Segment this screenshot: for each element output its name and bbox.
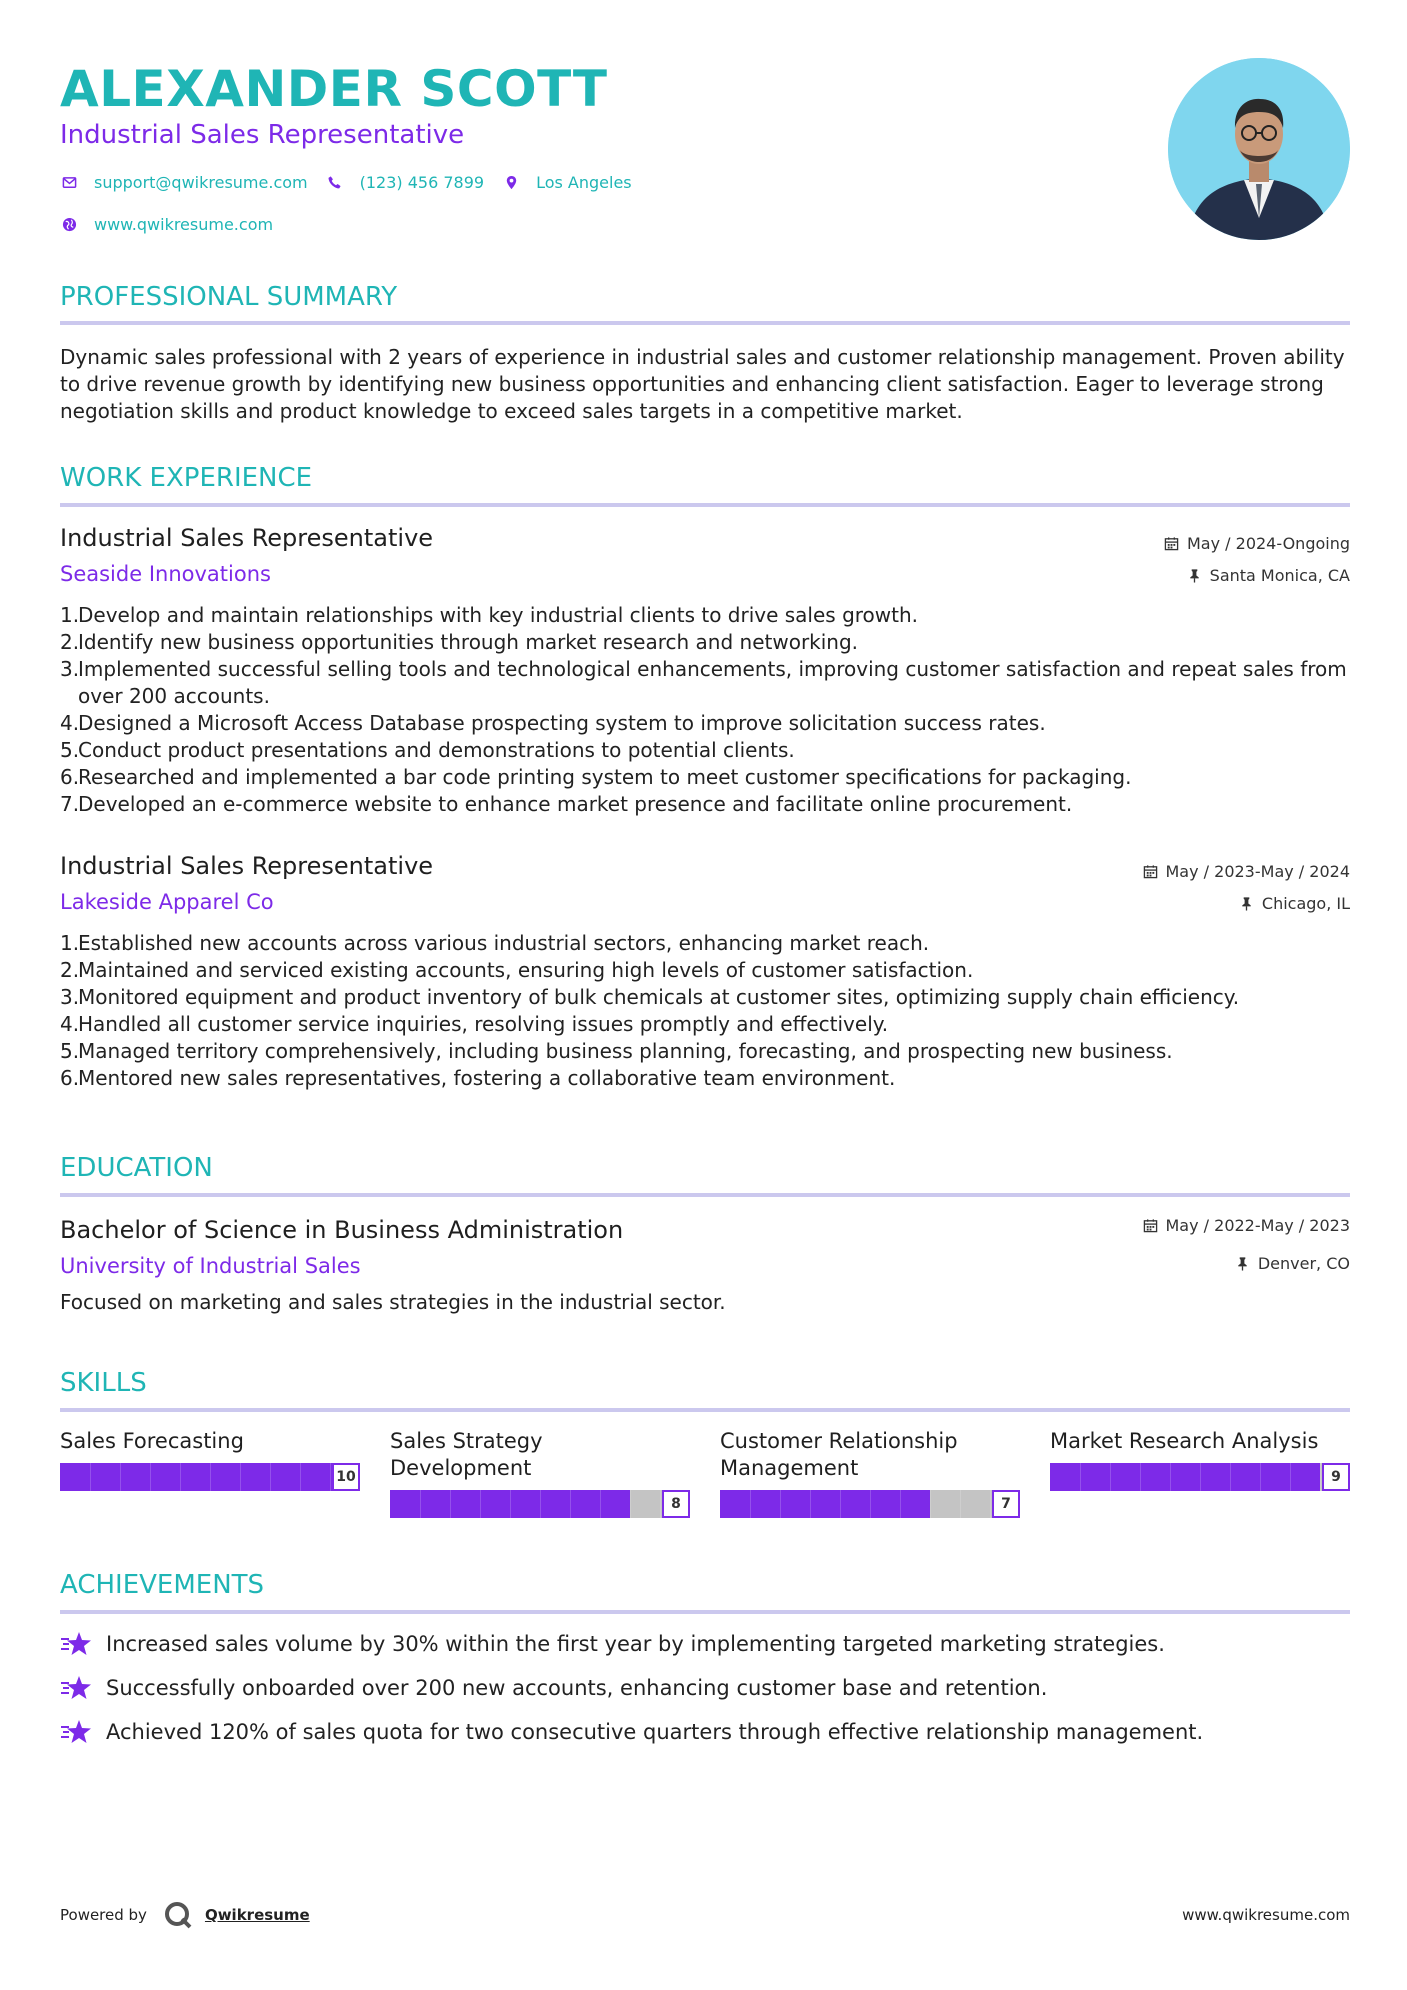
job-dates (1143, 862, 1351, 881)
skill-bar-segment (1110, 1463, 1111, 1491)
list-item: 7. Developed an e-commerce website to enhance market presence and facilitate online procurement. (60, 792, 1073, 816)
list-item: 1. Established new accounts across various industrial sectors, enhancing market reach. (60, 931, 930, 955)
calendar-icon (1164, 536, 1179, 551)
pushpin-icon (1239, 896, 1254, 911)
skill-bar-segment (90, 1463, 91, 1491)
skill-bar-segment (450, 1490, 451, 1518)
section-divider (60, 1193, 1350, 1197)
skill-bar-segment (1080, 1463, 1081, 1491)
skill-score: 10 (332, 1463, 360, 1491)
section-divider (60, 321, 1350, 325)
location-text: Los Angeles (536, 173, 632, 192)
envelope-icon (60, 174, 78, 192)
skill-name: Market Research Analysis (1050, 1429, 1319, 1453)
list-item: 1. Develop and maintain relationships with key industrial clients to drive sales growth. (60, 603, 919, 627)
skill-item (720, 1428, 1020, 1518)
skill-bar-segment (1290, 1463, 1291, 1491)
skill-bar-segment (840, 1490, 841, 1518)
skill-bar-segment (750, 1490, 751, 1518)
skill-item (1050, 1428, 1350, 1491)
job-bullets (60, 930, 1368, 1092)
skill-bar-segment (1320, 1463, 1321, 1491)
education-description: Focused on marketing and sales strategies in the industrial sector. (60, 1290, 726, 1314)
job-title: Industrial Sales Representative (60, 524, 434, 552)
candidate-name: ALEXANDER SCOTT (60, 60, 608, 118)
phone-number[interactable]: (123) 456 7899 (359, 173, 485, 192)
section-divider (60, 503, 1350, 507)
skill-item (390, 1428, 690, 1518)
skill-bar-segment (180, 1463, 181, 1491)
experience-heading: WORK EXPERIENCE (60, 463, 313, 493)
education-dates (1143, 1216, 1351, 1235)
skill-score: 7 (992, 1490, 1020, 1518)
job-location (1187, 566, 1350, 585)
list-item: 4. Handled all customer service inquiries, resolving issues promptly and effectively. (60, 1012, 889, 1036)
powered-by-label: Powered by (60, 1906, 147, 1924)
section-divider (60, 1408, 1350, 1412)
education-dates-text: May / 2022-May / 2023 (1165, 1216, 1350, 1235)
degree-title: Bachelor of Science in Business Administration (60, 1216, 624, 1244)
phone-icon (326, 174, 344, 192)
skill-bar-segment (300, 1463, 301, 1491)
list-item: 2. Maintained and serviced existing accounts, ensuring high levels of customer satisfaction. (60, 958, 974, 982)
job-title: Industrial Sales Representative (60, 852, 434, 880)
achievement-text: Achieved 120% of sales quota for two consecutive quarters through effective relationship management. (106, 1720, 1204, 1744)
list-item: 6. Researched and implemented a bar code printing system to meet customer specifications for packaging. (60, 765, 1132, 789)
skill-bar-segment (960, 1490, 961, 1518)
profile-photo (1168, 58, 1350, 240)
skill-bar-segment (570, 1490, 571, 1518)
star-icon (60, 1718, 92, 1746)
skill-item (60, 1428, 360, 1491)
school-name: University of Industrial Sales (60, 1254, 361, 1278)
skills-heading: SKILLS (60, 1368, 147, 1398)
star-icon (60, 1630, 92, 1658)
skill-score: 8 (662, 1490, 690, 1518)
brand-link[interactable]: Qwikresume (204, 1906, 310, 1924)
list-item: 6. Mentored new sales representatives, fostering a collaborative team environment. (60, 1066, 896, 1090)
skill-bar-segment (1200, 1463, 1201, 1491)
skill-bar-segment (660, 1490, 661, 1518)
job-location-text: Chicago, IL (1261, 894, 1350, 913)
education-location-text: Denver, CO (1257, 1254, 1350, 1273)
education-heading: EDUCATION (60, 1153, 213, 1183)
skill-bar-segment (1230, 1463, 1231, 1491)
list-item: 2. Identify new business opportunities through market research and networking. (60, 630, 859, 654)
list-item: 3. Monitored equipment and product inventory of bulk chemicals at customer sites, optimizing supply chain efficiency. (60, 985, 1240, 1009)
list-item: 5. Managed territory comprehensively, including business planning, forecasting, and prospecting new business. (60, 1039, 1173, 1063)
skill-bar-segment (780, 1490, 781, 1518)
achievement-item (60, 1630, 1165, 1658)
skill-bar-segment (600, 1490, 601, 1518)
map-pin-icon (502, 174, 520, 192)
job-dates-text: May / 2023-May / 2024 (1165, 862, 1350, 881)
skill-bar (60, 1463, 360, 1491)
skill-bar-segment (1140, 1463, 1141, 1491)
pushpin-icon (1187, 568, 1202, 583)
pushpin-icon (1235, 1256, 1250, 1271)
job-location (1239, 894, 1350, 913)
skill-bar-segment (270, 1463, 271, 1491)
achievement-item (60, 1674, 1047, 1702)
candidate-role: Industrial Sales Representative (60, 120, 465, 150)
skill-name: Sales Forecasting (60, 1429, 244, 1453)
skill-bar-segment (630, 1490, 631, 1518)
skill-bar-segment (1170, 1463, 1171, 1491)
job-location-text: Santa Monica, CA (1209, 566, 1350, 585)
skill-score: 9 (1322, 1463, 1350, 1491)
list-item: 3. Implemented successful selling tools and technological enhancements, improving customer satisfaction and repeat sales from over 200 accounts. (60, 657, 1347, 708)
skill-bar-segment (540, 1490, 541, 1518)
summary-text: Dynamic sales professional with 2 years of experience in industrial sales and customer relationship management. Proven ability to drive revenue growth by identifying new business opportunities and enhancing client satisfaction. Eager to leverage strong negotiation skills and product knowledge to exceed sales targets in a competitive market. (60, 345, 1345, 423)
email-link[interactable]: support@qwikresume.com (94, 173, 308, 192)
skill-bar-segment (1260, 1463, 1261, 1491)
skill-bar (390, 1490, 690, 1518)
skill-bar-fill (1050, 1463, 1320, 1491)
skill-bar-segment (420, 1490, 421, 1518)
calendar-icon (1143, 864, 1158, 879)
skill-bar-segment (240, 1463, 241, 1491)
company-name: Seaside Innovations (60, 562, 271, 586)
skill-bar-segment (990, 1490, 991, 1518)
achievements-heading: ACHIEVEMENTS (60, 1570, 265, 1600)
section-divider (60, 1610, 1350, 1614)
achievement-item (60, 1718, 1203, 1746)
star-icon (60, 1674, 92, 1702)
skill-bar-segment (210, 1463, 211, 1491)
skill-bar (1050, 1463, 1350, 1491)
job-dates (1164, 534, 1350, 553)
calendar-icon (1143, 1218, 1158, 1233)
skill-bar-segment (150, 1463, 151, 1491)
qwikresume-logo-icon (163, 1900, 193, 1930)
contact-row-website (60, 215, 291, 234)
skill-bar-segment (510, 1490, 511, 1518)
job-bullets (60, 602, 1368, 818)
achievement-text: Successfully onboarded over 200 new accounts, enhancing customer base and retention. (106, 1676, 1048, 1700)
skill-bar-segment (480, 1490, 481, 1518)
job-dates-text: May / 2024-Ongoing (1187, 534, 1350, 553)
skill-bar-segment (900, 1490, 901, 1518)
skill-bar-segment (810, 1490, 811, 1518)
skill-bar-fill (720, 1490, 930, 1518)
summary-heading: PROFESSIONAL SUMMARY (60, 282, 398, 312)
skill-bar-segment (120, 1463, 121, 1491)
website-link[interactable]: www.qwikresume.com (94, 215, 274, 234)
footer-branding (60, 1900, 310, 1930)
skill-bar-segment (330, 1463, 331, 1491)
list-item: 5. Conduct product presentations and demonstrations to potential clients. (60, 738, 795, 762)
education-location (1235, 1254, 1350, 1273)
achievement-text: Increased sales volume by 30% within the first year by implementing targeted marketing strategies. (106, 1632, 1165, 1656)
contact-row (60, 173, 650, 192)
skill-bar-segment (930, 1490, 931, 1518)
skill-bar (720, 1490, 1020, 1518)
skill-name: Sales Strategy Development (390, 1429, 543, 1480)
company-name: Lakeside Apparel Co (60, 890, 274, 914)
globe-icon (60, 216, 78, 234)
skill-bar-segment (870, 1490, 871, 1518)
list-item: 4. Designed a Microsoft Access Database prospecting system to improve solicitation success rates. (60, 711, 1046, 735)
footer-url[interactable]: www.qwikresume.com (1182, 1906, 1350, 1924)
skill-name: Customer Relationship Management (720, 1429, 958, 1480)
